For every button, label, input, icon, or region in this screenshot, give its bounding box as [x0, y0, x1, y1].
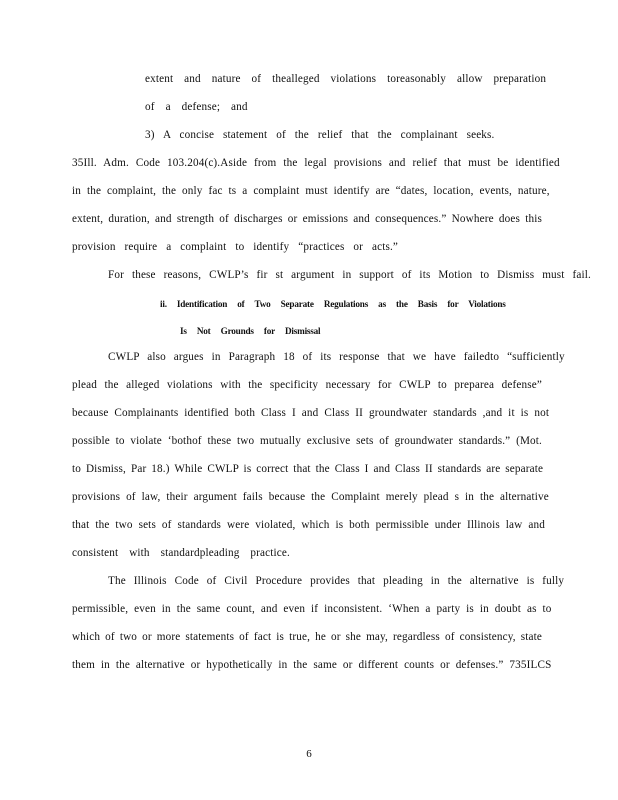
text-line: provision require a complaint to identify “practices or acts.”	[72, 241, 399, 253]
page-number: 6	[306, 748, 312, 760]
text-line: to Dismiss, Par 18.) While CWLP is correct that the Class I and Class II standards are separate	[72, 463, 544, 475]
text-line: 35Ill. Adm. Code 103.204(c).Aside from the legal provisions and relief that must be identified	[72, 157, 560, 169]
text-line: provisions of law, their argument fails because the Complaint merely plead s in the alternative	[72, 491, 549, 503]
text-line: extent, duration, and strength of discharges or emissions and consequences.” Nowhere does this	[72, 213, 542, 225]
section-heading-line-1: ii. Identification of Two Separate Regulations as the Basis for Violations	[160, 299, 506, 309]
text-line: CWLP also argues in Paragraph 18 of its response that we have failedto “sufficiently	[108, 351, 565, 363]
text-line: 3) A concise statement of the relief that the complainant seeks.	[145, 129, 495, 141]
text-line: that the two sets of standards were violated, which is both permissible under Illinois law and	[72, 519, 545, 531]
text-line: consistent with standardpleading practice.	[72, 547, 290, 559]
text-line: For these reasons, CWLP’s fir st argument in support of its Motion to Dismiss must fail.	[108, 269, 591, 281]
section-heading-line-2: Is Not Grounds for Dismissal	[180, 326, 321, 336]
text-line: permissible, even in the same count, and even if inconsistent. ‘When a party is in doubt as to	[72, 603, 552, 615]
text-line: extent and nature of thealleged violations toreasonably allow preparation	[145, 73, 547, 85]
text-line: of a defense; and	[145, 101, 248, 113]
text-line: which of two or more statements of fact is true, he or she may, regardless of consistency, state	[72, 631, 542, 643]
text-line: plead the alleged violations with the specificity necessary for CWLP to preparea defense”	[72, 379, 542, 391]
text-line: because Complainants identified both Class I and Class II groundwater standards ,and it is not	[72, 407, 550, 419]
text-line: The Illinois Code of Civil Procedure provides that pleading in the alternative is fully	[108, 575, 565, 587]
text-line: possible to violate ‘bothof these two mutually exclusive sets of groundwater standards.” (Mot.	[72, 435, 542, 447]
text-line: in the complaint, the only fac ts a complaint must identify are “dates, location, events, nature,	[72, 185, 550, 197]
text-line: them in the alternative or hypothetically in the same or different counts or defenses.” 735ILCS	[72, 659, 552, 671]
